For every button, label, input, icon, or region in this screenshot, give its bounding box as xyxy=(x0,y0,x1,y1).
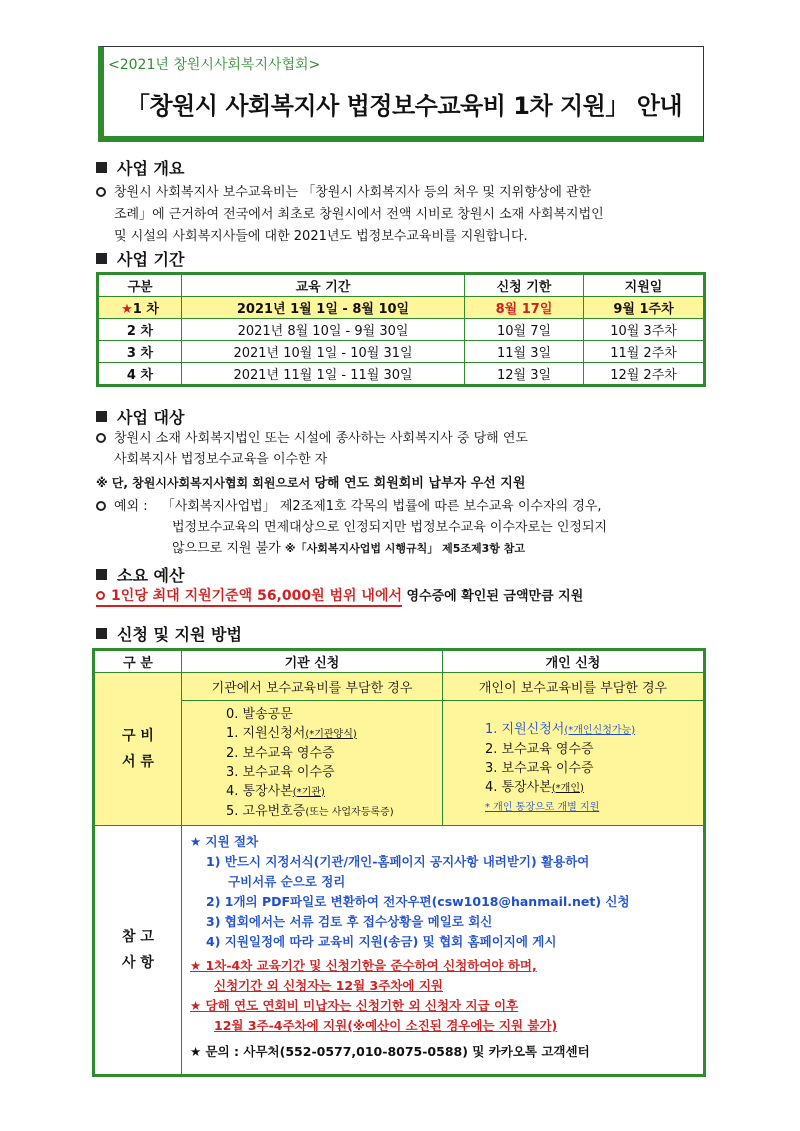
support-date-cell: 12월 2주차 xyxy=(584,363,705,386)
ind-account-note: * 개인 통장으로 개별 지원 xyxy=(485,801,600,813)
overview-line: 창원시 사회복지사 보수교육비는 「창원시 사회복지사 등의 처우 및 지위향상에 관한 xyxy=(114,185,592,200)
org-docs-cell xyxy=(182,701,443,826)
method-heading-text: 신청 및 지원 방법 xyxy=(117,625,242,644)
doc-note: (*기관) xyxy=(292,786,325,798)
procedure-step: 구비서류 순으로 정리 xyxy=(228,874,346,889)
doc-item xyxy=(226,705,442,724)
exception-reference: ※「사회복지사업법 시행규칙」 제5조제3항 참고 xyxy=(284,542,526,555)
edu-period-cell: 2021년 8월 10일 - 9월 30일 xyxy=(182,319,465,341)
doc-text: 5. 고유번호증 xyxy=(226,803,306,819)
procedure-step: 2) 1개의 PDF파일로 변환하여 전자우편(csw1018@hanmail.net) 신청 xyxy=(206,894,630,909)
warning-line: 12월 3주-4주차에 지원(※예산이 소진된 경우에는 지원 불가) xyxy=(214,1018,558,1033)
doc-item xyxy=(485,720,703,740)
exception-line: 「사회복지사업법」 제2조제1호 각목의 법률에 따른 보수교육 이수자의 경우, xyxy=(161,499,602,514)
target-line: 창원시 소재 사회복지법인 또는 시설에 종사하는 사회복지사 중 당해 연도 xyxy=(114,431,528,446)
warning-line: 신청기간 외 신청자는 12월 3주차에 지원 xyxy=(214,978,443,993)
edu-period-cell: 2021년 1월 1일 - 8월 10일 xyxy=(182,297,465,319)
column-header: 교육 기간 xyxy=(182,274,465,297)
doc-text: 2. 보수교육 영수증 xyxy=(485,741,594,757)
deadline-cell: 10월 7일 xyxy=(465,319,584,341)
square-bullet-icon xyxy=(96,162,107,173)
overview-text xyxy=(96,182,716,248)
period-heading xyxy=(96,247,184,270)
doc-item xyxy=(485,740,703,759)
table-row xyxy=(98,319,705,341)
doc-text: 1. 지원신청서 xyxy=(226,725,306,741)
table-header-row xyxy=(98,274,705,297)
table-row xyxy=(94,826,705,1076)
warning-line: ★ 당해 연도 연회비 미납자는 신청기한 외 신청자 지급 이후 xyxy=(190,998,519,1013)
column-header: 지원일 xyxy=(584,274,705,297)
round-label: 1 차 xyxy=(132,302,159,317)
support-date-cell: 9월 1주차 xyxy=(584,297,705,319)
docs-label: 구 비 xyxy=(122,728,154,744)
square-bullet-icon xyxy=(96,628,107,639)
support-date-cell: 11월 2주차 xyxy=(584,341,705,363)
budget-emphasis-text: 1인당 최대 지원기준액 56,000원 범위 내에서 xyxy=(111,588,402,604)
warning-line: ★ 1차-4차 교육기간 및 신청기한을 준수하여 신청하여야 하며, xyxy=(190,958,537,973)
deadline-cell: 8월 17일 xyxy=(465,297,584,319)
overview-heading-text: 사업 개요 xyxy=(117,159,185,178)
doc-item xyxy=(226,782,442,802)
target-text xyxy=(96,428,716,559)
doc-item xyxy=(226,744,442,763)
overview-heading xyxy=(96,156,184,179)
doc-item xyxy=(226,724,442,744)
square-bullet-icon xyxy=(96,569,107,580)
doc-text: 4. 통장사본 xyxy=(226,783,293,799)
edu-period-cell: 2021년 10월 1일 - 10월 31일 xyxy=(182,341,465,363)
deadline-cell: 12월 3일 xyxy=(465,363,584,386)
overview-line: 및 시설의 사회복지사들에 대한 2021년도 법정보수교육비를 지원합니다. xyxy=(114,229,528,244)
column-header: 개인 신청 xyxy=(443,650,705,673)
budget-emphasis xyxy=(96,588,402,607)
docs-label: 서 류 xyxy=(122,754,154,770)
schedule-table xyxy=(96,272,706,387)
reference-cell xyxy=(182,826,705,1076)
overview-line: 조례」에 근거하여 전국에서 최초로 창원시에서 전액 시비로 창원시 소재 사회복지법인 xyxy=(114,207,604,222)
circle-bullet-icon xyxy=(96,591,105,600)
reference-label-cell xyxy=(94,826,182,1076)
reference-label: 참 고 xyxy=(122,929,154,945)
doc-item xyxy=(226,802,442,822)
ind-description: 개인이 보수교육비를 부담한 경우 xyxy=(443,673,705,701)
doc-note: (또는 사업자등록증) xyxy=(305,806,394,818)
table-row xyxy=(94,673,705,701)
edu-period-cell: 2021년 11월 1일 - 11월 30일 xyxy=(182,363,465,386)
application-table xyxy=(92,648,706,1077)
column-header: 구 분 xyxy=(94,650,182,673)
doc-text: 3. 보수교육 이수증 xyxy=(226,764,335,780)
method-heading xyxy=(96,622,242,645)
exception-line: 법정보수교육의 면제대상으로 인정되지만 법정보수교육 이수자로는 인정되지 xyxy=(172,520,608,535)
doc-text: 4. 통장사본 xyxy=(485,779,552,795)
support-date-cell: 10월 3주차 xyxy=(584,319,705,341)
doc-note: (*개인) xyxy=(551,782,584,794)
round-cell: ★1 차 xyxy=(98,297,182,319)
org-description: 기관에서 보수교육비를 부담한 경우 xyxy=(182,673,443,701)
exception-label: 예외 : xyxy=(114,499,148,514)
target-heading xyxy=(96,405,184,428)
doc-text: 0. 발송공문 xyxy=(226,706,293,722)
column-header: 구분 xyxy=(98,274,182,297)
doc-text: 2. 보수교육 영수증 xyxy=(226,745,335,761)
square-bullet-icon xyxy=(96,253,107,264)
circle-bullet-icon xyxy=(96,187,106,197)
doc-item xyxy=(485,759,703,778)
table-row xyxy=(98,297,705,319)
period-heading-text: 사업 기간 xyxy=(117,250,185,269)
reference-label: 사 항 xyxy=(122,955,154,971)
target-line: 사회복지사 법정보수교육을 이수한 자 xyxy=(114,452,328,467)
doc-item xyxy=(226,763,442,782)
doc-note: (*기관양식) xyxy=(305,728,357,740)
column-header: 기관 신청 xyxy=(182,650,443,673)
budget-text xyxy=(96,585,583,605)
column-header: 신청 기한 xyxy=(465,274,584,297)
ind-docs-cell xyxy=(443,701,705,826)
table-row xyxy=(94,701,705,826)
docs-label-cell xyxy=(94,673,182,826)
round-cell: 3 차 xyxy=(98,341,182,363)
doc-text: 3. 보수교육 이수증 xyxy=(485,760,594,776)
target-note: ※ 단, 창원시사회복지사협회 회원으로서 xyxy=(96,476,311,490)
page-title: 「창원시 사회복지사 법정보수교육비 1차 지원」 안내 xyxy=(125,92,683,120)
procedure-step: 4) 지원일정에 따라 교육비 지원(송금) 및 협회 홈페이지에 게시 xyxy=(206,934,557,949)
budget-rest: 영수증에 확인된 금액만큼 지원 xyxy=(406,589,584,604)
exception-line: 않으므로 지원 불가 xyxy=(172,541,281,556)
deadline-cell: 11월 3일 xyxy=(465,341,584,363)
target-heading-text: 사업 대상 xyxy=(117,408,185,427)
doc-note: (*개인신청가능) xyxy=(564,724,636,736)
budget-heading xyxy=(96,563,184,586)
round-cell: 4 차 xyxy=(98,363,182,386)
circle-bullet-icon xyxy=(96,433,106,443)
round-cell: 2 차 xyxy=(98,319,182,341)
square-bullet-icon xyxy=(96,411,107,422)
contact-info: ★ 문의 : 사무처(552-0577,010-8075-0588) 및 카카오톡 고객센터 xyxy=(190,1044,590,1059)
procedure-title: ★ 지원 절차 xyxy=(190,834,259,849)
header-subtitle: <2021년 창원시사회복지사협회> xyxy=(108,57,321,73)
procedure-step: 1) 반드시 지정서식(기관/개인-홈페이지 공지사항 내려받기) 활용하여 xyxy=(206,854,590,869)
target-note-emphasis: 당해 연도 회원회비 납부자 우선 지원 xyxy=(314,476,526,491)
table-row xyxy=(98,341,705,363)
budget-heading-text: 소요 예산 xyxy=(117,566,185,585)
circle-bullet-icon xyxy=(96,501,106,511)
table-row xyxy=(98,363,705,386)
table-header-row xyxy=(94,650,705,673)
procedure-step: 3) 협회에서는 서류 검토 후 접수상황을 메일로 회신 xyxy=(206,914,493,929)
doc-text: 1. 지원신청서 xyxy=(485,721,565,737)
doc-item xyxy=(485,778,703,798)
